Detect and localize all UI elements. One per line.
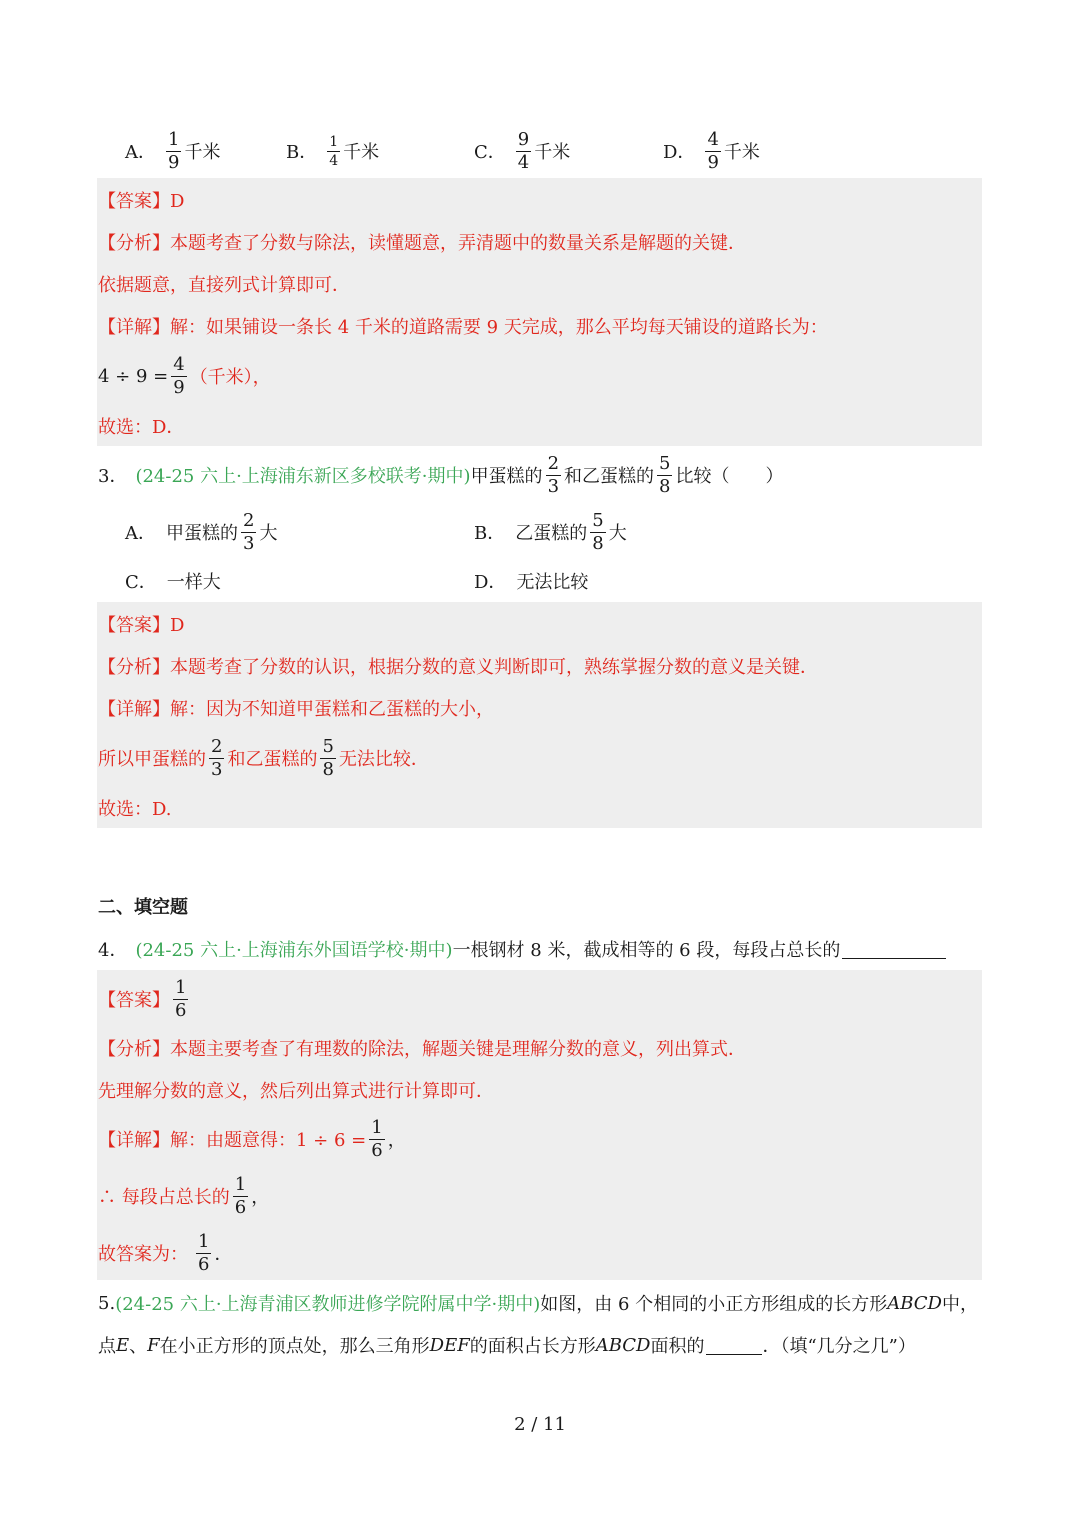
q3-detail-2: 所以甲蛋糕的 $\frac{2}{3}$ 和乙蛋糕的 $\frac{5}{8}$ 无法比较． — [98, 735, 429, 780]
q2-choose: 故选：D． — [98, 417, 185, 438]
q2-option-d: D． $\frac{4}{9}$ 千米 — [663, 128, 760, 173]
answer-blank — [706, 1336, 762, 1355]
q2-option-b: B． $\frac{1}{4}$ 千米 — [286, 133, 380, 169]
q3-choose: 故选：D. — [98, 799, 172, 820]
q3-detail: 【详解】解：因为不知道甲蛋糕和乙蛋糕的大小， — [98, 699, 494, 720]
q2-calc-fraction: $\frac{4}{9}$ — [173, 353, 185, 398]
q4-therefore: ∴ 每段占总长的 $\frac{1}{6}$ ， — [98, 1173, 270, 1218]
q3-answer: 【答案】D — [98, 615, 185, 636]
question-source: (24-25 六上·上海浦东新区多校联考·期中) — [135, 466, 471, 487]
q4-analysis-2: 先理解分数的意义，然后列出算式进行计算即可． — [98, 1081, 494, 1102]
q3-analysis: 【分析】本题考查了分数的认识，根据分数的意义判断即可，熟练掌握分数的意义是关键． — [98, 657, 818, 678]
q2-option-a: A． $\frac{1}{9}$ 千米 — [125, 128, 221, 173]
question-number: 3． — [98, 466, 128, 487]
q2-solution-box — [97, 178, 982, 446]
question-number: 5. — [98, 1292, 116, 1314]
q2-analysis-2: 依据题意，直接列式计算即可． — [98, 275, 350, 296]
q4-final: 故答案为： $\frac{1}{6}$ ． — [98, 1230, 233, 1275]
q2-answer: 【答案】D — [98, 191, 185, 212]
page-number: 2 / 11 — [514, 1413, 566, 1435]
q4-stem: 4． (24-25 六上·上海浦东外国语学校·期中) 一根钢材 8 米，截成相等的 6 段，每段占总长的 — [98, 936, 946, 962]
q2-calc-expression: 4 ÷ 9 = — [98, 365, 169, 387]
question-source: (24-25 六上·上海青浦区教师进修学院附属中学·期中) — [115, 1294, 541, 1315]
section-title: 二、填空题 — [98, 897, 188, 918]
q3-option-a: A． 甲蛋糕的 $\frac{2}{3}$ 大 — [125, 509, 278, 554]
q2-analysis: 【分析】本题考查了分数与除法，读懂题意，弄清题中的数量关系是解题的关键． — [98, 233, 746, 254]
q2-calculation — [98, 353, 271, 399]
q4-detail: 【详解】解：由题意得：1 ÷ 6 = $\frac{1}{6}$ ， — [98, 1116, 406, 1161]
answer-blank — [842, 940, 946, 959]
q3-option-d: D． 无法比较 — [474, 572, 589, 593]
q4-answer: 【答案】 $\frac{1}{6}$ — [98, 976, 187, 1021]
q4-analysis: 【分析】本题主要考查了有理数的除法，解题关键是理解分数的意义，列出算式． — [98, 1039, 746, 1060]
q3-option-b: B． 乙蛋糕的 $\frac{5}{8}$ 大 — [474, 509, 627, 554]
question-source: (24-25 六上·上海浦东外国语学校·期中) — [135, 940, 453, 961]
q2-detail: 【详解】解：如果铺设一条长 4 千米的道路需要 9 天完成，那么平均每天铺设的道路长为： — [98, 317, 828, 338]
q2-calc-unit: （千米）， — [189, 367, 271, 388]
q3-stem: 3． (24-25 六上·上海浦东新区多校联考·期中) 甲蛋糕的 $\frac{2}{3}$ 和乙蛋糕的 $\frac{5}{8}$ 比较（ ） — [98, 452, 784, 497]
q5-stem-line-2: 点 E 、 F 在小正方形的顶点处，那么三角形 DEF 的面积占长方形 ABCD 面积的 ．（填“几分之几”） — [98, 1334, 916, 1357]
q3-option-c: C． 一样大 — [125, 572, 221, 593]
q2-option-c: C． $\frac{9}{4}$ 千米 — [474, 128, 571, 173]
question-number: 4． — [98, 940, 128, 961]
q5-stem-line-1: 5. (24-25 六上·上海青浦区教师进修学院附属中学·期中) 如图，由 6 个相同的小正方形组成的长方形 ABCD 中， — [98, 1290, 978, 1316]
